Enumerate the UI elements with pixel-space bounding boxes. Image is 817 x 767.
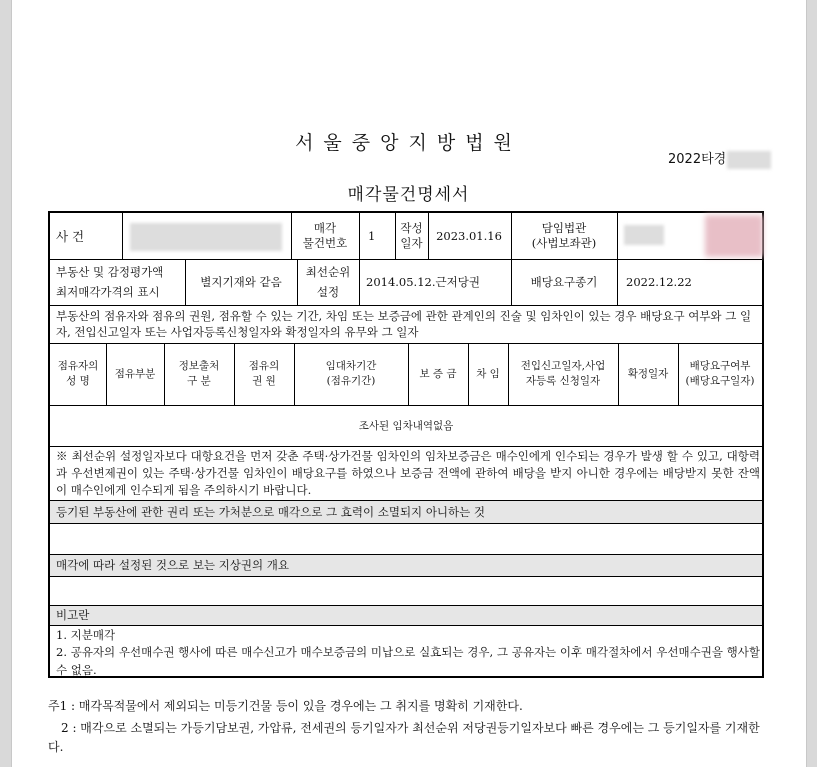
surface-rights-heading: 매각에 따라 설정된 것으로 보는 지상권의 개요 [50,555,762,576]
header-fixed-date: 확정일자 [627,367,669,380]
priority-label: 최선순위 설정 [305,265,351,299]
footnote: 2 : 매각으로 소멸되는 가등기담보권, 가압류, 전세권의 등기일자가 최선순위 저당권등기일자보다 빠른 경우에는 그 등기일자를 기재한다. [48,721,760,754]
document-title: 매각물건명세서 [347,185,470,205]
case-number [668,148,771,169]
no-lease-records: 조사된 임차내역없음 [358,419,454,432]
court-name: 서울중앙지방법원 [295,132,522,154]
redacted-case-name [130,223,282,251]
header-info-source: 정보출처 구 분 [178,360,220,387]
header-deposit: 보 증 금 [419,367,457,380]
item-number-label: 매각 물건번호 [302,221,348,250]
property-specification-table [48,211,764,678]
tenant-notice: ※ 최선순위 설정일자보다 대항요건을 먼저 갖춘 주택·상가건물 임차인의 임차보증금은 매수인에게 인수되는 경우가 발생 할 수 있고, 대항력과 우선변제권이 있는 주택·상가건물 임차인이 배당요구를 하였으나 보증금 전액에 관하여 배당을 받지 아니한 경우에는 배당받지 못한 잔액이 매수인에게 인수되게 됨을 주의하시기 바랍니다. [56,449,760,497]
case-number-text: 2022타경 [668,152,727,167]
footnote: 주1 : 매각목적물에서 제외되는 미등기건물 등이 있을 경우에는 그 취지를 명확히 기재한다. [48,699,523,713]
remark-item: 2. 공유자의 우선매수권 행사에 따른 매수신고가 매수보증금의 미납으로 실효되는 경우, 그 공유자는 이후 매각절차에서 우선매수권을 행사할 수 없음. [56,645,760,677]
priority-value: 2014.05.12.근저당권 [366,274,480,289]
header-move-in-date: 전입신고일자,사업 자등록 신청일자 [520,360,606,387]
remark-item: 1. 지분매각 [56,628,116,642]
header-occupancy-right: 점유의 권 원 [248,360,280,387]
header-rent: 차 임 [476,367,500,380]
case-label: 사 건 [56,228,85,244]
occupancy-intro: 부동산의 점유자와 점유의 권원, 점유할 수 있는 기간, 차임 또는 보증금에 관한 관계인의 진술 및 임차인이 있는 경우 배당요구 여부와 그 일자, 전입신고일자 또는 사업자등록신청일자와 확정일자의 유무와 그 일자 [56,309,752,339]
remarks-heading: 비고란 [50,606,762,625]
deadline-label: 배당요구종기 [530,274,598,289]
redacted-case-number [727,151,771,169]
deadline-value: 2022.12.22 [626,274,692,289]
header-occupied-part: 점유부분 [114,367,156,380]
header-dividend-request: 배당요구여부 (배당요구일자) [685,360,755,387]
registered-rights-heading: 등기된 부동산에 관한 권리 또는 가처분으로 매각으로 그 효력이 소멸되지 아니하는 것 [50,501,762,523]
redacted-seal [705,215,763,257]
redacted-judge-name [624,225,664,245]
header-occupant-name: 점유자의 성 명 [57,360,99,387]
item-number: 1 [368,228,376,243]
appraisal-value: 별지기재와 같음 [200,274,282,289]
appraisal-label: 부동산 및 감정평가액 최저매각가격의 표시 [56,265,164,299]
date-value: 2023.01.16 [436,228,502,243]
header-lease-period: 임대차기간 (점유기간) [325,360,377,387]
judge-label: 담임법관 (사법보좌관) [531,221,597,250]
date-label: 작성 일자 [400,221,423,250]
